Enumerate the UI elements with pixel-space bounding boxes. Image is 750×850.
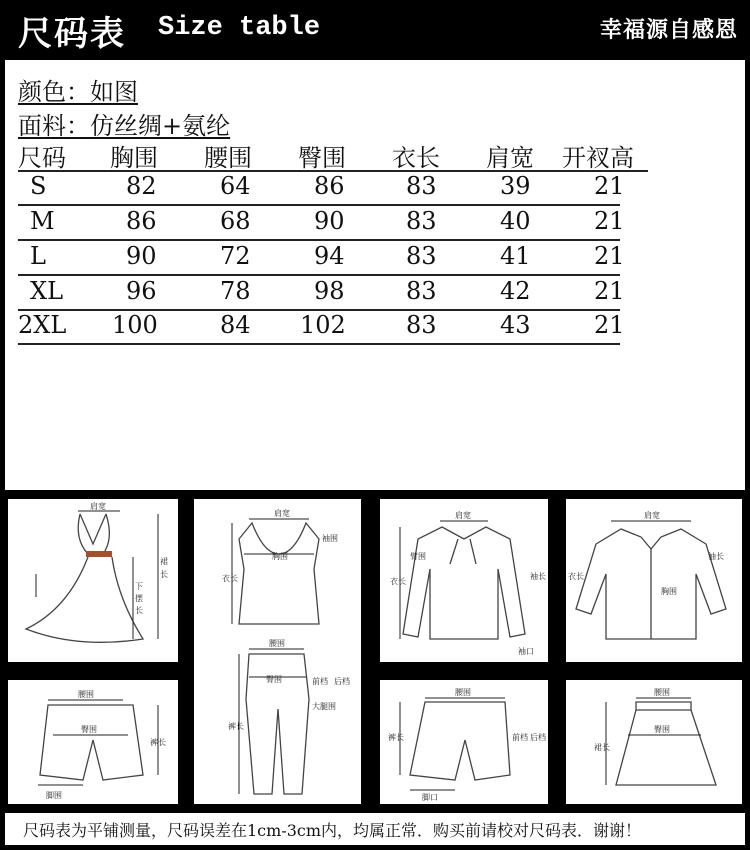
shirt-sleeve-label: 袖长 — [708, 552, 724, 561]
shirt-shoulder-label: 肩宽 — [644, 511, 660, 520]
footer-note-text: 尺码表为平铺测量，尺码误差在1cm-3cm内，均属正常．购买前请校对尺码表．谢谢！ — [23, 821, 642, 840]
cell-bust: 100 — [112, 311, 158, 339]
fabric-info — [18, 106, 230, 141]
vest-and-pants-diagram — [194, 499, 361, 804]
cell-length: 83 — [406, 207, 437, 235]
table-row — [18, 311, 625, 345]
col-header-hip: 臀围 — [298, 144, 346, 172]
shirt-bust-label: 胸围 — [661, 587, 677, 596]
vest-bust-label: 胸围 — [272, 552, 288, 561]
fabric-label: 面料： — [18, 112, 90, 140]
shorts-b-hem-label: 脚口 — [422, 793, 438, 802]
brand-slogan: 幸福源自感恩 — [599, 18, 738, 43]
blouse-sleeve-label: 袖长 — [530, 572, 546, 581]
shorts-diagram — [8, 680, 178, 804]
cell-bust: 90 — [126, 242, 157, 270]
shirt-icon — [566, 499, 742, 662]
cell-shoulder: 43 — [500, 311, 531, 339]
page-title-english: Size table — [158, 13, 321, 43]
cell-size: S — [30, 172, 47, 200]
skirt-waist-label: 腰围 — [654, 688, 670, 697]
table-row — [18, 242, 625, 276]
cell-hip: 98 — [314, 277, 345, 305]
vest-shoulder-label: 肩宽 — [274, 509, 290, 518]
cell-waist: 72 — [220, 242, 251, 270]
col-header-size: 尺码 — [18, 144, 66, 172]
cell-slit: 21 — [594, 277, 625, 305]
dress-shoulder-label: 肩宽 — [90, 502, 106, 511]
shorts-b-back-rise-label: 后档 — [530, 733, 546, 742]
blouse-cuff-label: 袖口 — [518, 647, 534, 656]
fabric-value: 仿丝绸+氨纶 — [90, 112, 231, 140]
cell-shoulder: 42 — [500, 277, 531, 305]
cell-hip: 86 — [314, 172, 345, 200]
shorts-b-diagram — [380, 680, 548, 804]
cell-bust: 96 — [126, 277, 157, 305]
cell-waist: 84 — [220, 311, 251, 339]
header — [0, 0, 750, 55]
color-value: 如图 — [90, 78, 138, 106]
dress-hem-label-3: 长 — [135, 606, 143, 615]
cell-size: M — [30, 207, 55, 235]
blouse-shoulder-label: 肩宽 — [455, 511, 471, 520]
shirt-diagram — [566, 499, 742, 662]
cell-shoulder: 40 — [500, 207, 531, 235]
size-table-panel — [5, 60, 745, 490]
vest-pants-icon — [194, 499, 361, 804]
cell-slit: 21 — [594, 172, 625, 200]
cell-size: 2XL — [18, 311, 67, 339]
skirt-diagram — [566, 680, 742, 804]
blouse-length-label: 衣长 — [390, 577, 406, 586]
cell-slit: 21 — [594, 311, 625, 339]
vest-length-label: 衣长 — [222, 574, 238, 583]
shorts-b-length-label: 裤长 — [388, 733, 404, 742]
table-row — [18, 207, 625, 241]
cell-waist: 68 — [220, 207, 251, 235]
cell-hip: 90 — [314, 207, 345, 235]
skirt-hip-label: 臀围 — [654, 725, 670, 734]
pants-hip-label: 臀围 — [266, 675, 282, 684]
cell-hip: 102 — [300, 311, 346, 339]
blouse-icon — [380, 499, 548, 662]
cell-shoulder: 39 — [500, 172, 531, 200]
color-label: 颜色： — [18, 78, 90, 106]
cell-length: 83 — [406, 172, 437, 200]
cell-bust: 82 — [126, 172, 157, 200]
col-header-shoulder: 肩宽 — [486, 144, 534, 172]
footer-note — [5, 813, 745, 845]
cell-bust: 86 — [126, 207, 157, 235]
dress-diagram — [8, 499, 178, 662]
col-header-length: 衣长 — [392, 144, 440, 172]
pants-front-rise-label: 前档 — [312, 677, 328, 686]
dress-hem-label-2: 摆 — [135, 594, 143, 603]
pants-length-label: 裤长 — [228, 722, 244, 731]
measurement-diagrams — [0, 492, 750, 812]
pants-back-rise-label: 后档 — [334, 677, 350, 686]
dress-skirt-label: 裙 — [160, 557, 168, 566]
shorts-hem-label: 脚围 — [46, 791, 62, 800]
col-header-bust: 胸围 — [110, 144, 158, 172]
page-title: 尺码表 — [18, 14, 126, 54]
shorts-hip-label: 臀围 — [81, 725, 97, 734]
table-header — [18, 138, 648, 172]
pants-thigh-label: 大腿围 — [312, 702, 336, 711]
cell-length: 83 — [406, 311, 437, 339]
cell-hip: 94 — [314, 242, 345, 270]
skirt-length-label: 裙长 — [594, 743, 610, 752]
cell-size: L — [30, 242, 46, 270]
cell-slit: 21 — [594, 242, 625, 270]
col-header-slit: 开衩高 — [562, 144, 634, 172]
pants-waist-label: 腰围 — [269, 639, 285, 648]
blouse-diagram — [380, 499, 548, 662]
blouse-arm-label: 臂围 — [410, 552, 426, 561]
shorts-b-icon — [380, 680, 548, 804]
cell-shoulder: 41 — [500, 242, 531, 270]
table-row — [18, 277, 625, 311]
shorts-b-front-rise-label: 前档 — [512, 733, 528, 742]
cell-size: XL — [30, 277, 64, 305]
dress-hem-label-1: 下 — [135, 582, 143, 591]
cell-length: 83 — [406, 277, 437, 305]
vest-armhole-label: 袖围 — [322, 534, 338, 543]
skirt-icon — [566, 680, 742, 804]
dress-icon — [8, 499, 178, 662]
shirt-length-label: 衣长 — [568, 572, 584, 581]
col-header-waist: 腰围 — [204, 144, 252, 172]
shorts-b-waist-label: 腰围 — [455, 688, 471, 697]
dress-skirt-label-2: 长 — [160, 570, 168, 579]
cell-length: 83 — [406, 242, 437, 270]
color-info — [18, 72, 138, 107]
shorts-icon — [8, 680, 178, 804]
table-row — [18, 172, 625, 206]
cell-waist: 64 — [220, 172, 251, 200]
cell-slit: 21 — [594, 207, 625, 235]
cell-waist: 78 — [220, 277, 251, 305]
shorts-waist-label: 腰围 — [78, 690, 94, 699]
shorts-length-label: 裤长 — [150, 738, 166, 747]
